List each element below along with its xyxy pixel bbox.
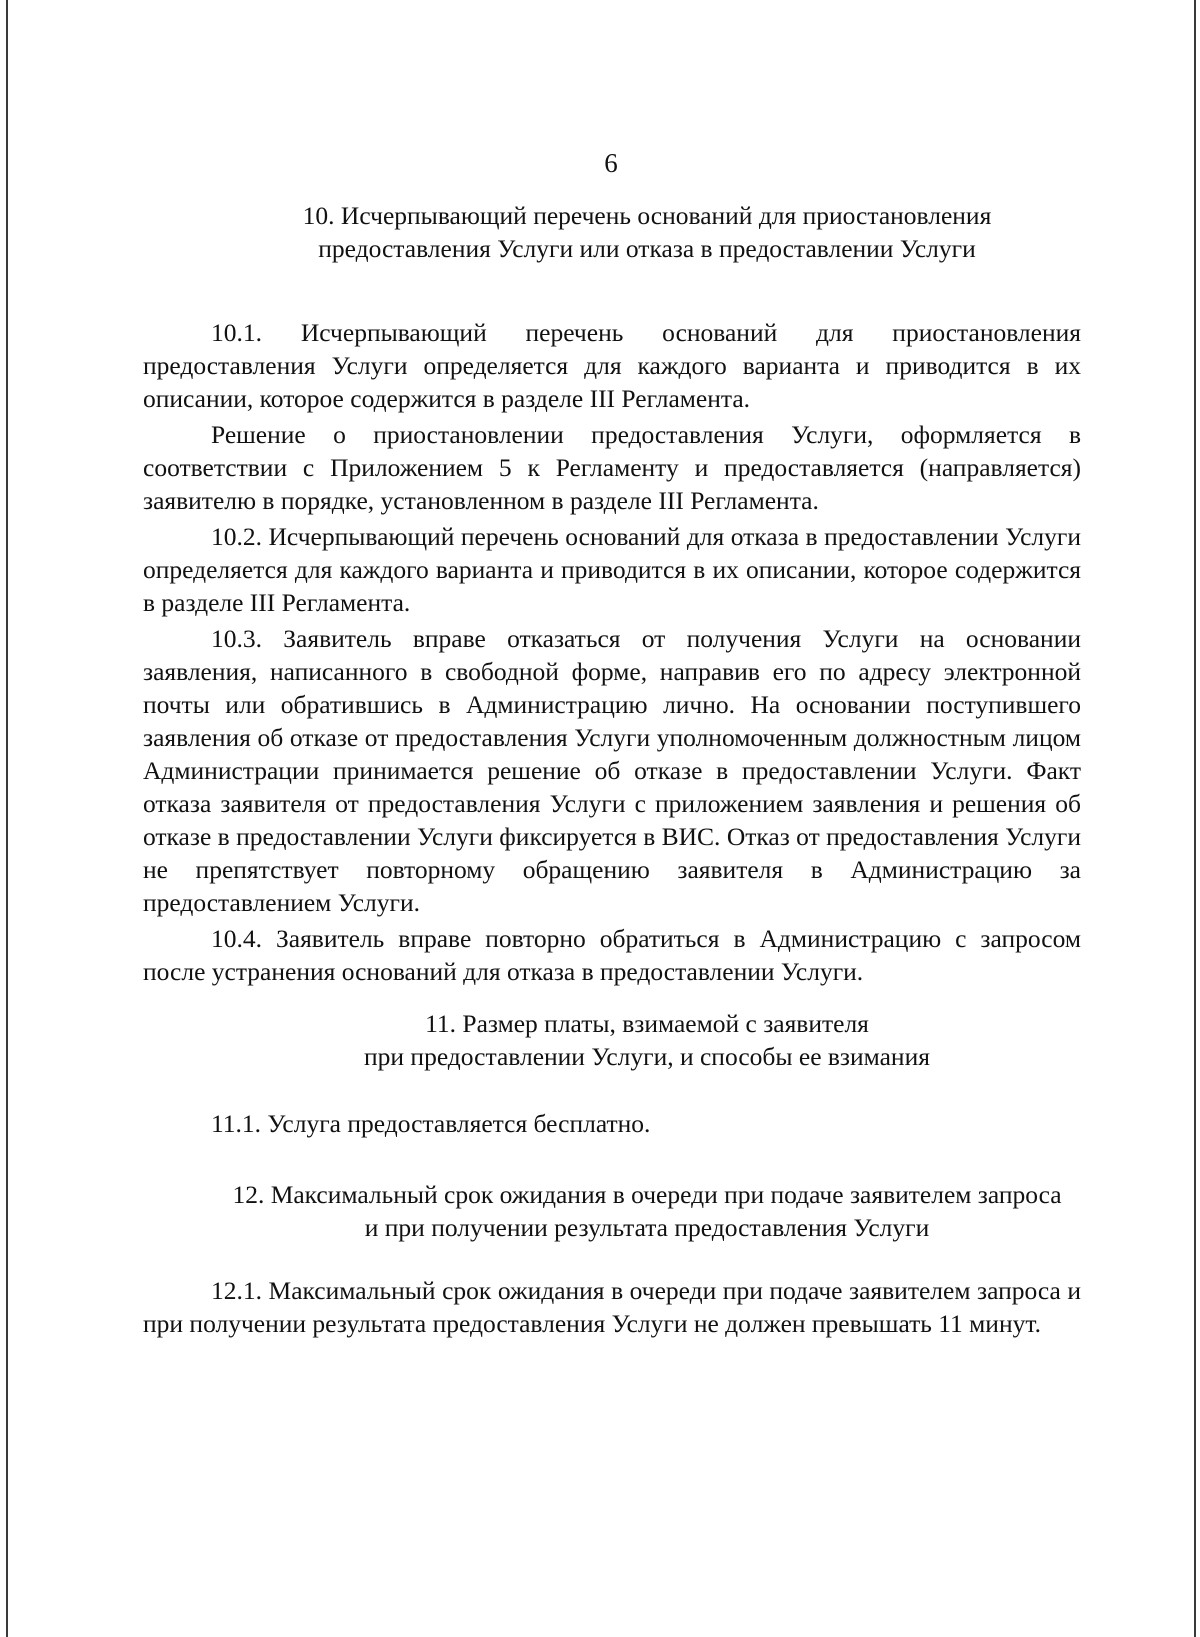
paragraph-10-1: 10.1. Исчерпывающий перечень оснований для приостановления предоставления Услуги определяется для каждого варианта и приводится в их описании, которое содержится в разделе III Регламента. [143,318,1081,413]
paragraph-12-1: 12.1. Максимальный срок ожидания в очереди при подаче заявителем запроса и при получении результата предоставления Услуги не должен превышать 11 минут. [143,1276,1081,1338]
scan-border-right [1194,0,1196,1637]
page-number: 6 [604,148,618,178]
paragraph-10-4: 10.4. Заявитель вправе повторно обратиться в Администрацию с запросом после устранения оснований для отказа в предоставлении Услуги. [143,924,1081,986]
paragraph-11-1: 11.1. Услуга предоставляется бесплатно. [211,1109,651,1138]
section-11-heading [143,1007,1151,1073]
section-12-heading [143,1178,1151,1244]
paragraph-10-3: 10.3. Заявитель вправе отказаться от получения Услуги на основании заявления, написанного в свободной форме, направив его по адресу электронной почты или обратившись в Администрацию лично. На основании поступившего заявления об отказе от предоставления Услуги уполномоченным должностным лицом Администрации принимается решение об отказе в предоставлении Услуги. Факт отказа заявителя от предоставления Услуги с приложением заявления и решения об отказе в предоставлении Услуги фиксируется в ВИС. Отказ от предоставления Услуги не препятствует повторному обращению заявителя в Администрацию за предоставлением Услуги. [143,624,1081,917]
paragraph-suspension-decision: Решение о приостановлении предоставления Услуги, оформляется в соответствии с Приложением 5 к Регламенту и предоставляется (направляется) заявителю в порядке, установленном в разделе III Регламента. [143,420,1081,515]
section-10-heading-line2: предоставления Услуги или отказа в предоставлении Услуги [318,234,976,263]
section-12-heading-line2: и при получении результата предоставления Услуги [364,1213,930,1242]
scan-border-left [6,0,8,1637]
section-12-heading-line1: 12. Максимальный срок ожидания в очереди при подаче заявителем запроса [232,1180,1062,1209]
section-10-heading-line1: 10. Исчерпывающий перечень оснований для приостановления [302,201,992,230]
section-11-heading-line2: при предоставлении Услуги, и способы ее взимания [364,1042,930,1071]
section-10-body [143,316,1081,991]
section-10-heading [143,199,1151,265]
section-11-body [143,1107,1081,1143]
paragraph-10-2: 10.2. Исчерпывающий перечень оснований для отказа в предоставлении Услуги определяется для каждого варианта и приводится в их описании, которое содержится в разделе III Регламента. [143,522,1081,617]
section-11-heading-line1: 11. Размер платы, взимаемой с заявителя [425,1009,869,1038]
section-12-body [143,1274,1081,1343]
